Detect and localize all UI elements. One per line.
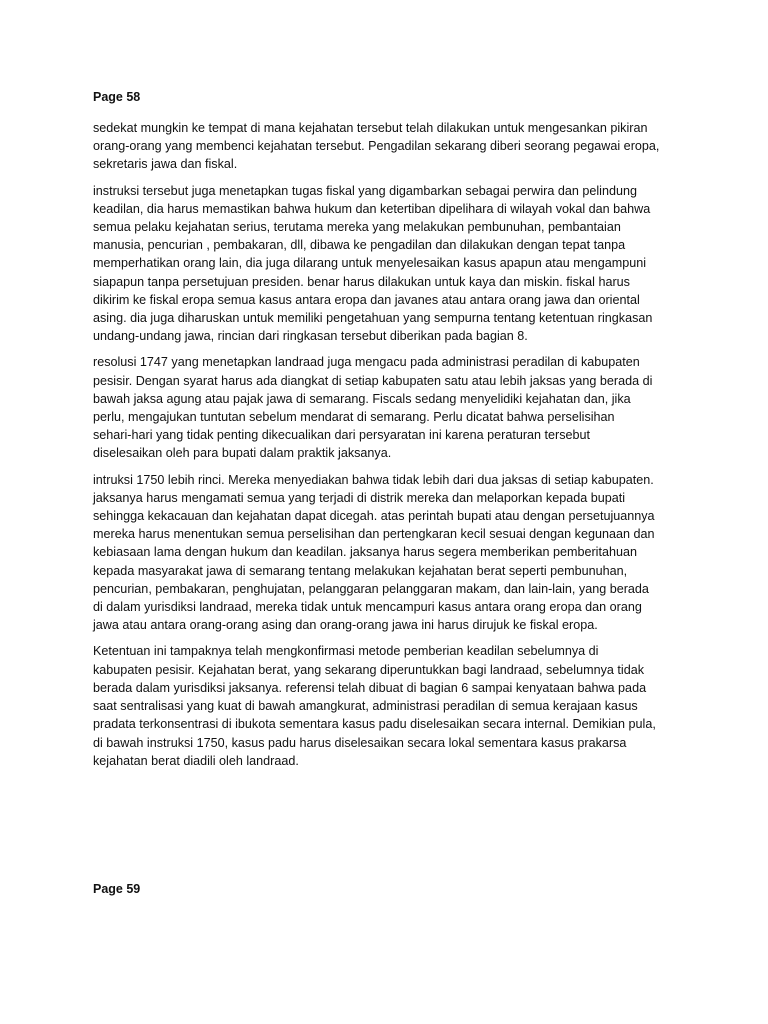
text-line: siapapun tanpa persetujuan presiden. benar harus dilakukan untuk kaya dan miskin. fiskal harus — [93, 274, 630, 289]
paragraph-5 — [93, 642, 683, 769]
text-line: undang-undang jawa, rincian dari ringkasan tersebut diberikan pada bagian 8. — [93, 329, 528, 344]
page-number-label-top: Page 58 — [93, 90, 141, 104]
text-line: jawa atau antara orang-orang asing dan orang-orang jawa ini harus dirujuk ke fiskal eropa. — [93, 618, 598, 633]
text-line: di dalam yurisdiksi landraad, mereka tidak untuk mencampuri kasus antara orang eropa dan orang — [93, 600, 642, 615]
text-line: pesisir. Dengan syarat harus ada diangkat di setiap kabupaten satu atau lebih jaksas yang berada di — [93, 373, 653, 388]
text-line: pradata terkonsentrasi di ibukota sementara kasus padu diselesaikan secara internal. Demikian pula, — [93, 717, 656, 732]
text-line: dikirim ke fiskal eropa semua kasus antara eropa dan javanes atau antara orang jawa dan oriental — [93, 292, 640, 307]
text-line: instruksi tersebut juga menetapkan tugas fiskal yang digambarkan sebagai perwira dan pelindung — [93, 183, 637, 198]
text-line: bawah jaksa agung atau pajak jawa di semarang. Fiscals sedang menyelidiki kejahatan dan, jika — [93, 391, 631, 406]
text-line: semua pelaku kejahatan serius, terutama mereka yang melakukan pembunuhan, pembantaian — [93, 220, 621, 235]
text-line: sekretaris jawa dan fiskal. — [93, 157, 238, 172]
text-line: perlu, mengajukan tuntutan sebelum mendarat di semarang. Perlu dicatat bahwa perselisihan — [93, 410, 615, 425]
text-line: pencurian, pembakaran, penghujatan, pelanggaran pelanggaran makam, dan lain-lain, yang berada — [93, 581, 649, 596]
paragraph-2 — [93, 182, 683, 346]
text-line: saat sentralisasi yang kuat di bawah amangkurat, administrasi peradilan di semua kerajaan kasus — [93, 699, 638, 714]
text-line: sehingga kekacauan dan kejahatan dapat dicegah. atas perintah bupati atau dengan persetujuannya — [93, 509, 655, 524]
page-number-label-bottom: Page 59 — [93, 882, 141, 896]
text-line: asing. dia juga diharuskan untuk memiliki pengetahuan yang sempurna tentang ketentuan ringkasan — [93, 311, 653, 326]
text-line: sehari-hari yang tidak penting dikecualikan dari persyaratan ini karena peraturan tersebut — [93, 428, 591, 443]
text-line: jaksanya harus mengamati semua yang terjadi di distrik mereka dan melaporkan kepada bupati — [93, 490, 626, 505]
text-line: intruksi 1750 lebih rinci. Mereka menyediakan bahwa tidak lebih dari dua jaksas di setiap kabupaten. — [93, 472, 654, 487]
text-line: berada dalam yurisdiksi jaksanya. referensi telah dibuat di bagian 6 sampai kenyataan bahwa pada — [93, 680, 647, 695]
text-line: kepada masyarakat jawa di semarang tentang melakukan kejahatan berat seperti pembunuhan, — [93, 563, 628, 578]
text-line: kabupaten pesisir. Kejahatan berat, yang sekarang diperuntukkan bagi landraad, sebelumnya tidak — [93, 662, 645, 677]
paragraph-3 — [93, 353, 683, 462]
text-line: orang-orang yang membenci kejahatan tersebut. Pengadilan sekarang diberi seorang pegawai eropa, — [93, 139, 660, 154]
text-line: kejahatan berat diadili oleh landraad. — [93, 753, 299, 768]
paragraph-1 — [93, 119, 683, 174]
text-line: di bawah instruksi 1750, kasus padu harus diselesaikan secara lokal sementara kasus prakarsa — [93, 735, 627, 750]
text-line: keadilan, dia harus memastikan bahwa hukum dan ketertiban dipelihara di wilayah vokal dan bahwa — [93, 201, 651, 216]
text-line: kebiasaan lama dengan hukum dan keadilan. jaksanya harus segera memberikan pemberitahuan — [93, 545, 637, 560]
paragraph-4 — [93, 471, 683, 635]
text-line: mereka harus menentukan semua perselisihan dan pertengkaran kecil sesuai dengan kegunaan dan — [93, 527, 655, 542]
text-line: diselesaikan oleh para bupati dalam praktik jaksanya. — [93, 446, 392, 461]
text-line: resolusi 1747 yang menetapkan landraad juga mengacu pada administrasi peradilan di kabupaten — [93, 355, 640, 370]
text-line: manusia, pencurian , pembakaran, dll, dibawa ke pengadilan dan dilakukan dengan tepat tanpa — [93, 238, 626, 253]
text-line: Ketentuan ini tampaknya telah mengkonfirmasi metode pemberian keadilan sebelumnya di — [93, 644, 599, 659]
document-body — [93, 119, 683, 778]
text-line: sedekat mungkin ke tempat di mana kejahatan tersebut telah dilakukan untuk mengesankan pikiran — [93, 121, 648, 135]
text-line: memperhatikan orang lain, dia juga dilarang untuk menyelesaikan kasus apapun atau mengampuni — [93, 256, 647, 271]
